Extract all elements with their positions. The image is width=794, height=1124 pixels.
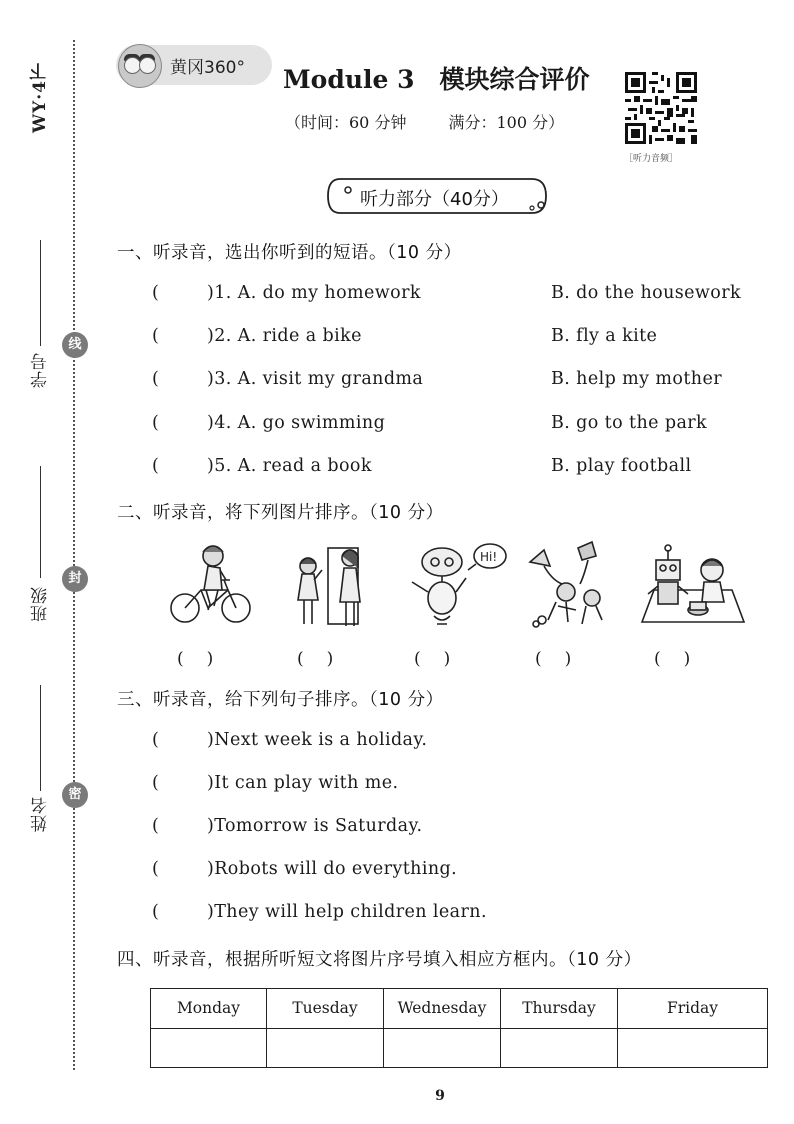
sentence-item: )Tomorrow is Saturday. bbox=[207, 816, 423, 836]
answer-cell[interactable] bbox=[267, 1028, 384, 1068]
answer-cell[interactable] bbox=[151, 1028, 267, 1068]
robot-saying-hi-icon bbox=[404, 540, 508, 634]
sentence-item: )It can play with me. bbox=[207, 773, 399, 793]
seal-line-mark: 线 bbox=[62, 332, 88, 358]
sentence-item: )Robots will do everything. bbox=[207, 859, 458, 879]
answer-blank[interactable]: ( bbox=[152, 816, 159, 836]
day-wednesday: Wednesday bbox=[384, 989, 501, 1029]
option-a: )3. A. visit my grandma bbox=[207, 369, 424, 389]
seal-secret-mark: 密 bbox=[62, 782, 88, 808]
picture-order-blank[interactable]: ( ) bbox=[177, 649, 217, 669]
weekday-header-row bbox=[151, 989, 768, 1029]
robot-and-boy-with-cake-icon bbox=[640, 540, 746, 634]
picture-order-blank[interactable]: ( ) bbox=[297, 649, 337, 669]
option-b: B. help my mother bbox=[551, 369, 722, 389]
svg-text:Hi!: Hi! bbox=[480, 550, 498, 564]
exam-score: 满分：100 分） bbox=[448, 113, 565, 132]
option-a: )1. A. do my homework bbox=[207, 283, 421, 303]
sentence-item: )Next week is a holiday. bbox=[207, 730, 428, 750]
day-friday: Friday bbox=[618, 989, 768, 1029]
children-flying-kites-icon bbox=[522, 540, 612, 634]
day-monday: Monday bbox=[151, 989, 267, 1029]
answer-blank[interactable]: ( bbox=[152, 369, 159, 389]
answer-blank[interactable]: ( bbox=[152, 283, 159, 303]
part3-heading: 三、听录音，给下列句子排序。（10 分） bbox=[117, 690, 444, 710]
option-a: )2. A. ride a bike bbox=[207, 326, 362, 346]
listening-section-title: 听力部分（40分） bbox=[360, 189, 509, 210]
student-id-label: 学号 bbox=[31, 352, 51, 388]
page-title: Module 3 模块综合评价 bbox=[283, 65, 590, 94]
answer-blank[interactable]: ( bbox=[152, 326, 159, 346]
boy-riding-bike-icon bbox=[168, 540, 254, 634]
picture-order-blank[interactable]: ( ) bbox=[535, 649, 575, 669]
answer-cell[interactable] bbox=[384, 1028, 501, 1068]
option-b: B. do the housework bbox=[551, 283, 742, 303]
class-field[interactable] bbox=[40, 466, 41, 578]
option-b: B. play football bbox=[551, 456, 692, 476]
class-label: 班级 bbox=[31, 586, 51, 622]
page-number: 9 bbox=[435, 1088, 445, 1104]
edition-label: WY·4下 bbox=[30, 62, 50, 133]
option-a: )4. A. go swimming bbox=[207, 413, 386, 433]
answer-blank[interactable]: ( bbox=[152, 902, 159, 922]
day-tuesday: Tuesday bbox=[267, 989, 384, 1029]
answer-blank[interactable]: ( bbox=[152, 730, 159, 750]
student-id-field[interactable] bbox=[40, 240, 41, 346]
answer-cell[interactable] bbox=[501, 1028, 618, 1068]
name-label: 姓名 bbox=[31, 796, 51, 832]
day-thursday: Thursday bbox=[501, 989, 618, 1029]
qr-caption: ［听力音频］ bbox=[624, 154, 679, 164]
picture-order-blank[interactable]: ( ) bbox=[414, 649, 454, 669]
answer-cell[interactable] bbox=[618, 1028, 768, 1068]
brand-name: 黄冈360° bbox=[170, 58, 245, 78]
listening-section-banner bbox=[326, 177, 550, 215]
seal-seal-mark: 封 bbox=[62, 566, 88, 592]
picture-order-blank[interactable]: ( ) bbox=[654, 649, 694, 669]
answer-row bbox=[151, 1028, 768, 1068]
option-b: B. fly a kite bbox=[551, 326, 658, 346]
binding-dashed-line bbox=[73, 40, 75, 1070]
answer-blank[interactable]: ( bbox=[152, 859, 159, 879]
option-b: B. go to the park bbox=[551, 413, 708, 433]
exam-info bbox=[285, 110, 564, 133]
girls-at-door-icon bbox=[292, 540, 372, 634]
part1-heading: 一、听录音，选出你听到的短语。（10 分） bbox=[117, 243, 462, 263]
sentence-item: )They will help children learn. bbox=[207, 902, 487, 922]
answer-blank[interactable]: ( bbox=[152, 456, 159, 476]
part4-heading: 四、听录音，根据所听短文将图片序号填入相应方框内。（10 分） bbox=[117, 950, 642, 970]
qr-code-icon[interactable] bbox=[625, 72, 697, 144]
answer-blank[interactable]: ( bbox=[152, 413, 159, 433]
answer-blank[interactable]: ( bbox=[152, 773, 159, 793]
brand-logo-icon bbox=[118, 44, 162, 88]
option-a: )5. A. read a book bbox=[207, 456, 372, 476]
part2-heading: 二、听录音，将下列图片排序。（10 分） bbox=[117, 503, 444, 523]
exam-time: （时间：60 分钟 bbox=[285, 113, 407, 132]
name-field[interactable] bbox=[40, 685, 41, 791]
weekday-answer-table bbox=[150, 988, 768, 1068]
